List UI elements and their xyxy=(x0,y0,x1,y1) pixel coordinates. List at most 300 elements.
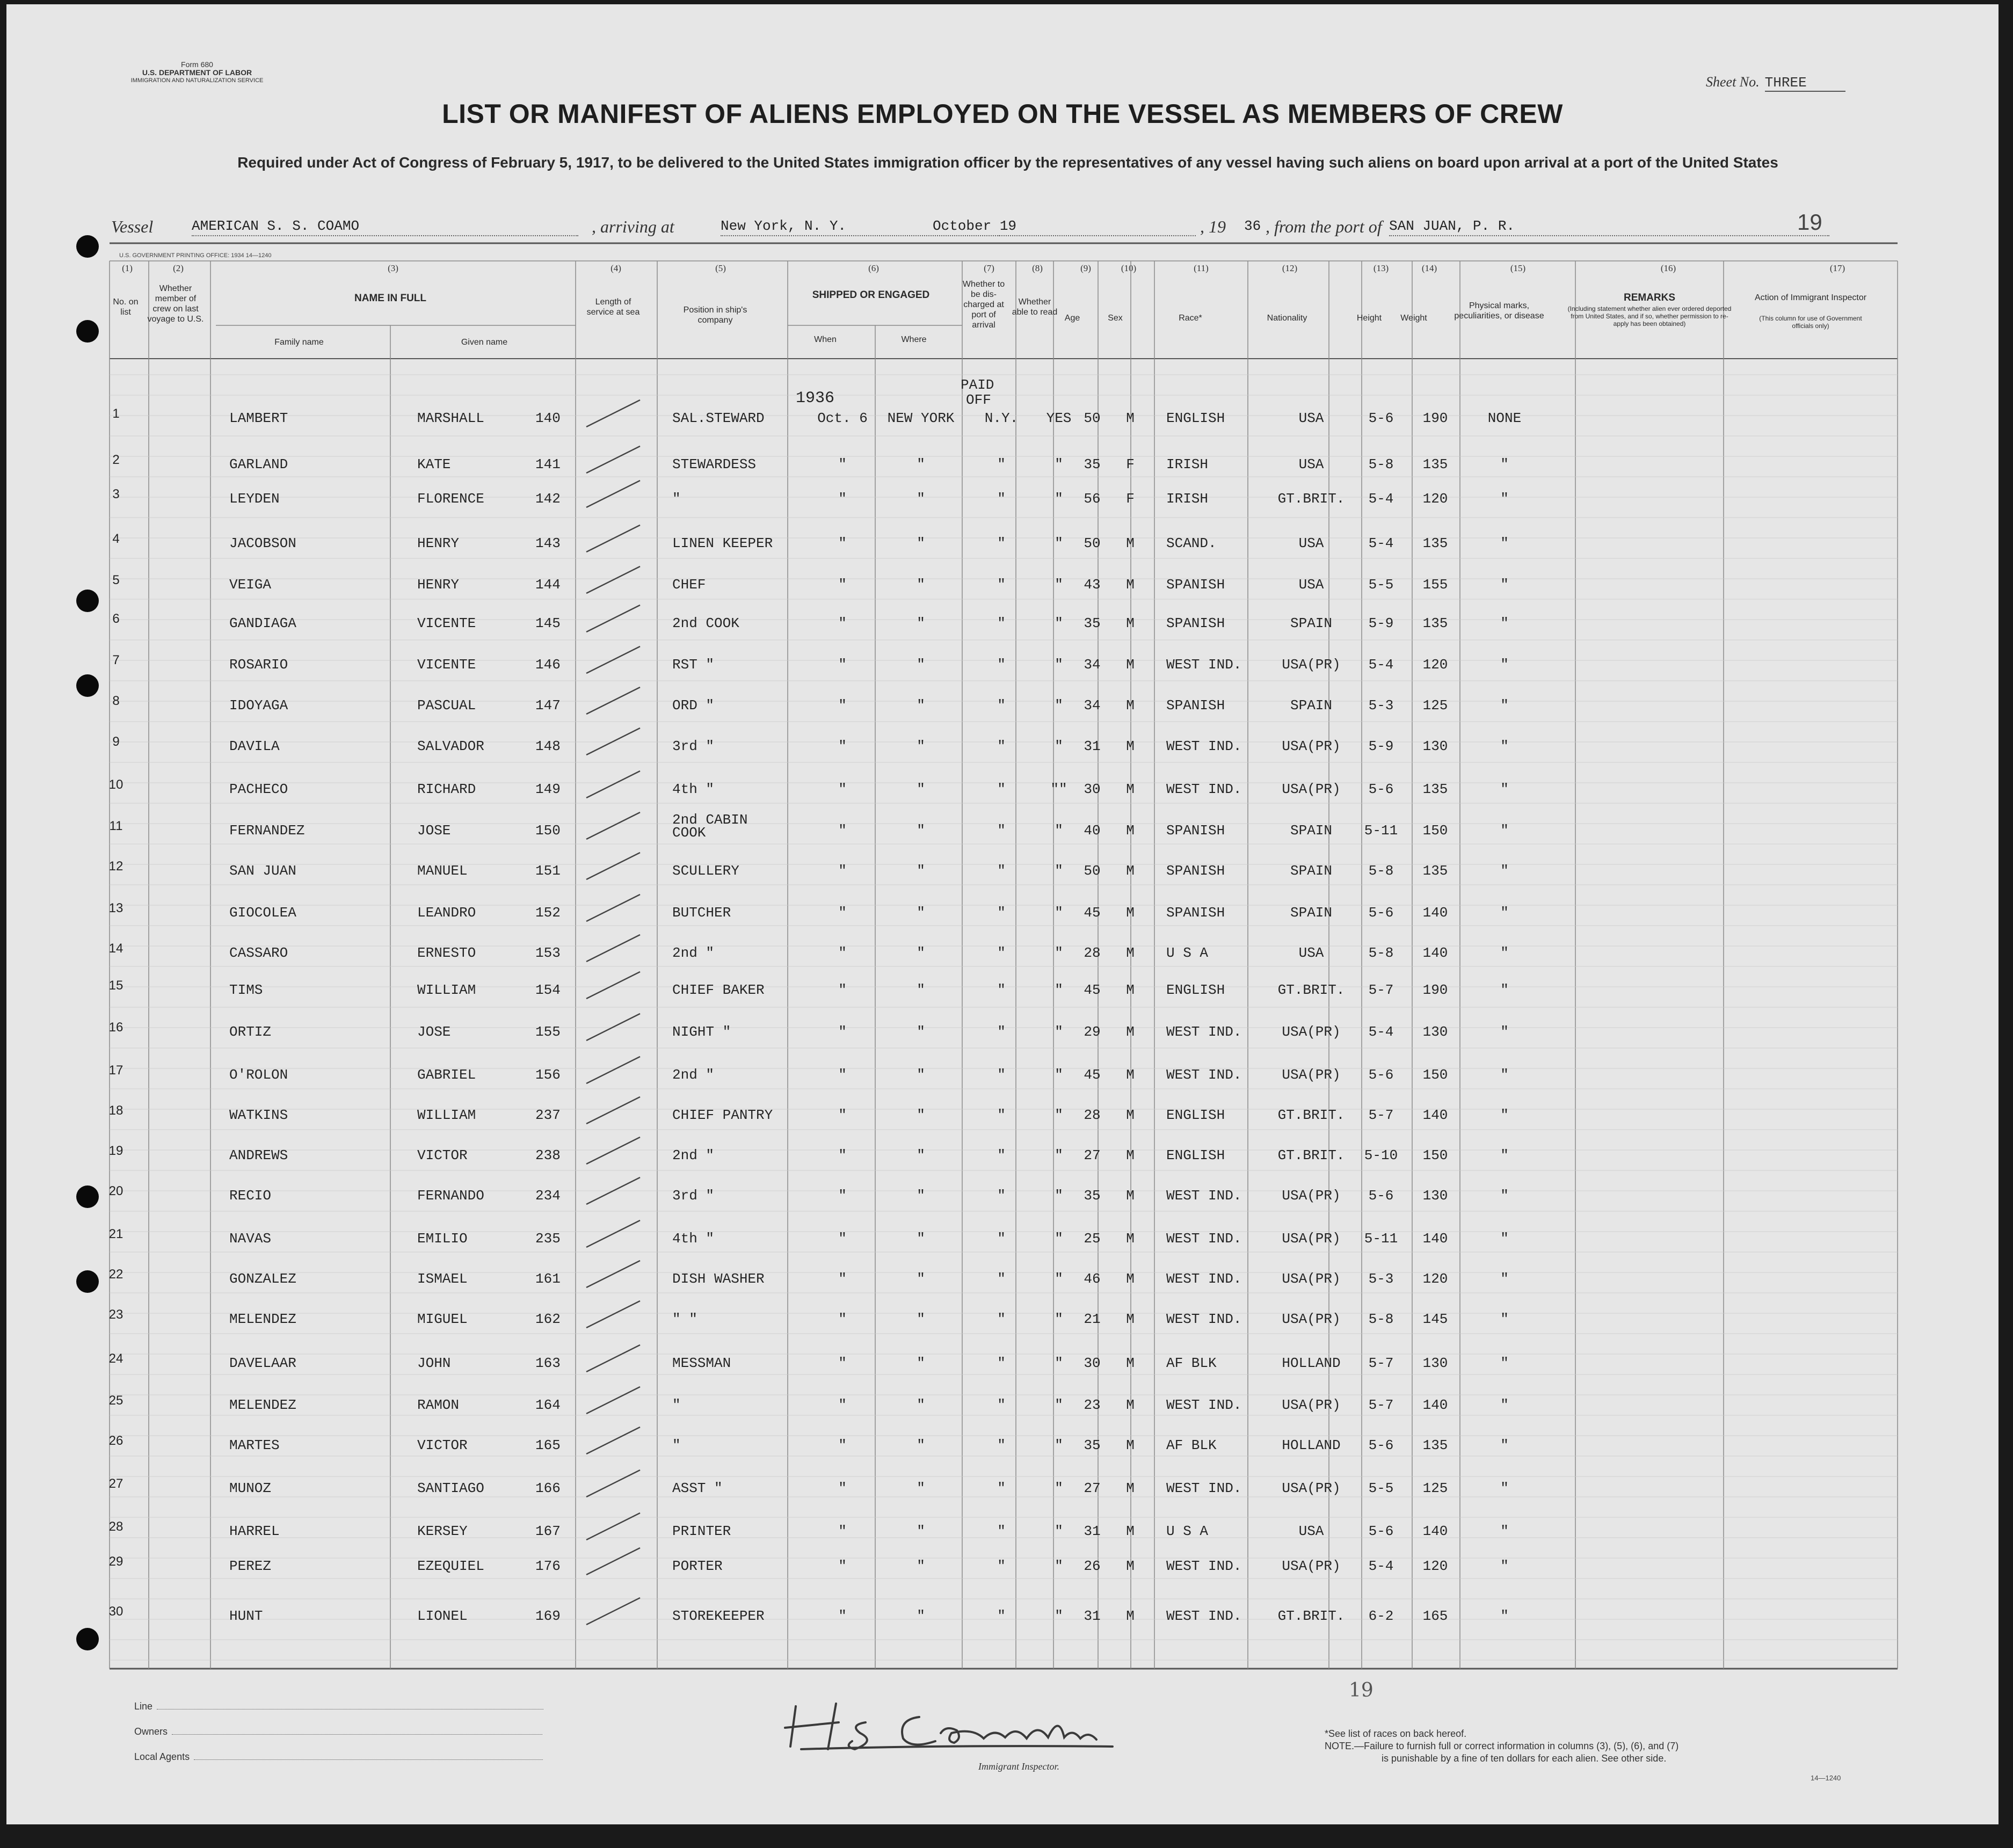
cell-sex: F xyxy=(1126,456,1135,472)
cell-race: WEST IND. xyxy=(1166,1480,1242,1496)
cell-age: 25 xyxy=(1084,1231,1101,1247)
cell-sex: M xyxy=(1126,535,1135,551)
cell-read: " xyxy=(1055,657,1063,673)
cell-when: " xyxy=(838,945,847,961)
cell-read: " xyxy=(1055,823,1063,839)
cell-sex: M xyxy=(1126,1147,1135,1163)
cell-family: ROSARIO xyxy=(229,657,288,673)
service-tick-mark xyxy=(586,1387,640,1414)
cell-weight: 120 xyxy=(1422,491,1448,507)
cell-nat: USA(PR) xyxy=(1282,1311,1341,1327)
header-position: Position in ship's company xyxy=(683,305,747,325)
cell-no: 22 xyxy=(108,1267,123,1282)
cell-when: " xyxy=(838,781,847,797)
cell-read: " xyxy=(1055,1024,1063,1040)
column-number: (12) xyxy=(1282,263,1298,273)
cell-position: STEWARDESS xyxy=(672,456,757,472)
cell-read: " xyxy=(1055,1107,1063,1123)
cell-family: GIOCOLEA xyxy=(229,905,296,921)
header-name-in-full: NAME IN FULL xyxy=(354,293,427,304)
cell-family: LAMBERT xyxy=(229,410,288,426)
cell-weight: 140 xyxy=(1422,1523,1448,1539)
cell-age: 50 xyxy=(1084,410,1101,426)
cell-sex: M xyxy=(1126,738,1135,754)
cell-given: KERSEY xyxy=(417,1523,468,1539)
cell-no: 26 xyxy=(108,1434,123,1448)
cell-age: 30 xyxy=(1084,781,1101,797)
cell-given: RAMON xyxy=(417,1397,460,1413)
cell-where: " xyxy=(917,863,925,879)
cell-given: MARSHALL xyxy=(417,410,484,426)
cell-race: WEST IND. xyxy=(1166,1558,1242,1574)
owners-label: Owners xyxy=(134,1726,168,1737)
cell-family: HARREL xyxy=(229,1523,280,1539)
form-number: Form 680 xyxy=(181,60,213,69)
service-tick-mark xyxy=(586,972,640,999)
service-name: IMMIGRATION AND NATURALIZATION SERVICE xyxy=(130,77,264,84)
cell-read: " xyxy=(1055,1231,1063,1247)
cell-disch: " xyxy=(997,1558,1006,1574)
cell-position: CHEF xyxy=(672,577,706,593)
cell-position: 4th " xyxy=(672,781,715,797)
cell-marks: " xyxy=(1500,1608,1509,1624)
cell-family: SAN JUAN xyxy=(229,863,296,879)
cell-where: " xyxy=(917,1067,925,1083)
cell-disch: " xyxy=(997,982,1006,998)
cell-given: RICHARD xyxy=(417,781,476,797)
header-physical-marks: Physical marks, peculiarities, or disease xyxy=(1454,301,1544,321)
cell-sex: M xyxy=(1126,1480,1135,1496)
cell-family: JACOBSON xyxy=(229,535,296,551)
cell-position: STOREKEEPER xyxy=(672,1608,765,1624)
cell-when: " xyxy=(838,1231,847,1247)
cell-no: 1 xyxy=(112,406,120,421)
cell-disch: " xyxy=(997,1608,1006,1624)
cell-marks: " xyxy=(1500,1107,1509,1123)
cell-height: 5-6 xyxy=(1368,1523,1394,1539)
cell-read: " xyxy=(1055,456,1063,472)
cell-height: 5-4 xyxy=(1368,535,1394,551)
cell-position: 2nd " xyxy=(672,1067,715,1083)
from-port-label: , from the port of xyxy=(1266,217,1382,236)
cell-family: MELENDEZ xyxy=(229,1397,296,1413)
cell-id: 153 xyxy=(535,945,561,961)
cell-id: 152 xyxy=(535,905,561,921)
cell-where: " xyxy=(917,1397,925,1413)
cell-race: SPANISH xyxy=(1166,577,1225,593)
cell-nat: SPAIN xyxy=(1290,905,1333,921)
cell-family: GARLAND xyxy=(229,456,288,472)
cell-weight: 125 xyxy=(1422,1480,1448,1496)
cell-weight: 140 xyxy=(1422,1107,1448,1123)
cell-height: 5-6 xyxy=(1368,905,1394,921)
header-shipped-or-engaged: SHIPPED OR ENGAGED xyxy=(812,289,930,301)
cell-sex: F xyxy=(1126,491,1135,507)
cell-no: 29 xyxy=(108,1554,123,1569)
cell-family: HUNT xyxy=(229,1608,263,1624)
cell-weight: 165 xyxy=(1422,1608,1448,1624)
cell-where: " xyxy=(917,1271,925,1287)
cell-race: AF BLK xyxy=(1166,1437,1217,1453)
cell-position: 2nd COOK xyxy=(672,615,739,631)
service-tick-mark xyxy=(586,771,640,798)
cell-age: 56 xyxy=(1084,491,1101,507)
cell-age: 40 xyxy=(1084,823,1101,839)
cell-when: " xyxy=(838,491,847,507)
cell-when: " xyxy=(838,577,847,593)
cell-id: 167 xyxy=(535,1523,561,1539)
cell-sex: M xyxy=(1126,1271,1135,1287)
cell-id: 140 xyxy=(535,410,561,426)
cell-no: 16 xyxy=(108,1020,123,1035)
cell-disch: N.Y. xyxy=(984,410,1019,426)
cell-position: BUTCHER xyxy=(672,905,731,921)
header-remarks-note: (Including statement whether alien ever ordered deported from United States, and if so, whether permission to re-apply has been obtained) xyxy=(1567,305,1732,328)
service-tick-mark xyxy=(586,853,640,879)
cell-no: 12 xyxy=(108,859,123,874)
column-number: (5) xyxy=(715,263,726,273)
cell-race: SPANISH xyxy=(1166,697,1225,714)
cell-given: WILLIAM xyxy=(417,1107,476,1123)
cell-when: " xyxy=(838,1107,847,1123)
cell-height: 5-6 xyxy=(1368,1188,1394,1204)
cell-family: ANDREWS xyxy=(229,1147,288,1163)
cell-disch: " xyxy=(997,945,1006,961)
cell-when: " xyxy=(838,1523,847,1539)
cell-sex: M xyxy=(1126,410,1135,426)
cell-no: 19 xyxy=(108,1144,123,1158)
column-number: (13) xyxy=(1373,263,1389,273)
cell-nat: USA(PR) xyxy=(1282,781,1341,797)
cell-when: " xyxy=(838,1271,847,1287)
cell-id: 169 xyxy=(535,1608,561,1624)
cell-sex: M xyxy=(1126,945,1135,961)
cell-family: MELENDEZ xyxy=(229,1311,296,1327)
service-tick-mark xyxy=(586,1261,640,1287)
cell-disch: " xyxy=(997,1231,1006,1247)
cell-read: " xyxy=(1055,1271,1063,1287)
cell-race: ENGLISH xyxy=(1166,1107,1225,1123)
cell-id: 162 xyxy=(535,1311,561,1327)
sheet-number-label: Sheet No. xyxy=(1706,74,1760,90)
cell-position: RST " xyxy=(672,657,715,673)
service-tick-mark xyxy=(586,646,640,673)
cell-position: 4th " xyxy=(672,1231,715,1247)
cell-family: MARTES xyxy=(229,1437,280,1453)
cell-disch: " xyxy=(997,1397,1006,1413)
cell-given: PASCUAL xyxy=(417,697,476,714)
first-row-off: OFF xyxy=(966,392,991,408)
cell-position: PORTER xyxy=(672,1558,723,1574)
cell-id: 164 xyxy=(535,1397,561,1413)
cell-age: 31 xyxy=(1084,1608,1101,1624)
header-discharged: Whether to be dis-charged at port of arrival xyxy=(962,280,1005,330)
cell-nat: USA xyxy=(1298,945,1324,961)
cell-disch: " xyxy=(997,1107,1006,1123)
cell-when: " xyxy=(838,1480,847,1496)
cell-read: " xyxy=(1055,697,1063,714)
cell-given: SALVADOR xyxy=(417,738,484,754)
cell-age: 23 xyxy=(1084,1397,1101,1413)
header-no-on-list: No. on list xyxy=(113,297,139,317)
arrival-year: 36 xyxy=(1244,218,1261,234)
cell-given: WILLIAM xyxy=(417,982,476,998)
cell-where: " xyxy=(917,945,925,961)
cell-given: JOSE xyxy=(417,1024,451,1040)
cell-disch: " xyxy=(997,491,1006,507)
cell-when: " xyxy=(838,1558,847,1574)
header-length-of-service: Length of service at sea xyxy=(586,297,640,317)
cell-read: "" xyxy=(1050,781,1067,797)
cell-given: KATE xyxy=(417,456,451,472)
cell-age: 28 xyxy=(1084,1107,1101,1123)
header-weight: Weight xyxy=(1400,314,1427,323)
cell-sex: M xyxy=(1126,1558,1135,1574)
cell-marks: " xyxy=(1500,1558,1509,1574)
cell-age: 31 xyxy=(1084,1523,1101,1539)
cell-family: DAVILA xyxy=(229,738,280,754)
cell-where: " xyxy=(917,1231,925,1247)
cell-position: 2nd " xyxy=(672,1147,715,1163)
cell-id: 148 xyxy=(535,738,561,754)
cell-marks: " xyxy=(1500,615,1509,631)
cell-sex: M xyxy=(1126,1608,1135,1624)
cell-when: " xyxy=(838,697,847,714)
cell-where: " xyxy=(917,1480,925,1496)
cell-no: 7 xyxy=(112,653,120,667)
footer-notes xyxy=(1325,1728,1797,1765)
cell-race: U S A xyxy=(1166,945,1209,961)
cell-when: " xyxy=(838,1024,847,1040)
cell-position: NIGHT " xyxy=(672,1024,731,1040)
cell-where: " xyxy=(917,738,925,754)
cell-nat: USA(PR) xyxy=(1282,1067,1341,1083)
cell-id: 155 xyxy=(535,1024,561,1040)
cell-disch: " xyxy=(997,1437,1006,1453)
cell-no: 2 xyxy=(112,453,120,467)
cell-when: " xyxy=(838,982,847,998)
cell-sex: M xyxy=(1126,863,1135,879)
cell-when: Oct. 6 xyxy=(817,410,868,426)
cell-given: LIONEL xyxy=(417,1608,468,1624)
cell-position: SAL.STEWARD xyxy=(672,410,765,426)
cell-given: ISMAEL xyxy=(417,1271,468,1287)
cell-family: DAVELAAR xyxy=(229,1355,296,1371)
cell-marks: " xyxy=(1500,1523,1509,1539)
cell-where: " xyxy=(917,1558,925,1574)
cell-no: 20 xyxy=(108,1184,123,1198)
cell-id: 151 xyxy=(535,863,561,879)
cell-height: 5-7 xyxy=(1368,1397,1394,1413)
cell-given: VICTOR xyxy=(417,1437,468,1453)
cell-disch: " xyxy=(997,1480,1006,1496)
cell-marks: " xyxy=(1500,535,1509,551)
cell-read: YES xyxy=(1046,410,1072,426)
cell-given: JOSE xyxy=(417,823,451,839)
cell-race: WEST IND. xyxy=(1166,1067,1242,1083)
column-number: (15) xyxy=(1510,263,1526,273)
cell-height: 5-3 xyxy=(1368,1271,1394,1287)
cell-where: " xyxy=(917,577,925,593)
cell-id: 142 xyxy=(535,491,561,507)
cell-weight: 150 xyxy=(1422,823,1448,839)
cell-where: " xyxy=(917,1608,925,1624)
cell-nat: USA(PR) xyxy=(1282,1271,1341,1287)
cell-when: " xyxy=(838,456,847,472)
header-able-to-read: Whether able to read xyxy=(1012,297,1058,317)
document-subtitle: Required under Act of Congress of February 5, 1917, to be delivered to the United States immigration officer by the representatives of any vessel having such aliens on board upon arrival at a port of the United States xyxy=(237,154,1778,171)
cell-weight: 125 xyxy=(1422,697,1448,714)
cell-id: 163 xyxy=(535,1355,561,1371)
header-remarks: REMARKS xyxy=(1623,292,1676,303)
cell-sex: M xyxy=(1126,657,1135,673)
cell-race: SPANISH xyxy=(1166,823,1225,839)
cell-position: SCULLERY xyxy=(672,863,739,879)
cell-id: 176 xyxy=(535,1558,561,1574)
cell-weight: 140 xyxy=(1422,1231,1448,1247)
cell-id: 143 xyxy=(535,535,561,551)
cell-position: DISH WASHER xyxy=(672,1271,765,1287)
cell-height: 5-7 xyxy=(1368,982,1394,998)
column-number: (11) xyxy=(1194,263,1209,273)
cell-family: ORTIZ xyxy=(229,1024,272,1040)
cell-family: WATKINS xyxy=(229,1107,288,1123)
cell-when: " xyxy=(838,905,847,921)
service-tick-mark xyxy=(586,935,640,962)
cell-where: " xyxy=(917,1188,925,1204)
cell-given: HENRY xyxy=(417,577,460,593)
column-number: (16) xyxy=(1660,263,1676,273)
cell-race: IRISH xyxy=(1166,491,1209,507)
cell-read: " xyxy=(1055,1147,1063,1163)
cell-weight: 130 xyxy=(1422,1355,1448,1371)
cell-id: 154 xyxy=(535,982,561,998)
cell-marks: " xyxy=(1500,1147,1509,1163)
cell-height: 5-11 xyxy=(1364,823,1398,839)
cell-race: SPANISH xyxy=(1166,863,1225,879)
column-number: (6) xyxy=(868,263,879,273)
header-family-name: Family name xyxy=(274,338,324,347)
cell-position: LINEN KEEPER xyxy=(672,535,773,551)
cell-height: 5-6 xyxy=(1368,781,1394,797)
cell-nat: USA(PR) xyxy=(1282,1397,1341,1413)
cell-age: 27 xyxy=(1084,1147,1101,1163)
departure-port: SAN JUAN, P. R. xyxy=(1389,218,1829,236)
cell-age: 31 xyxy=(1084,738,1101,754)
cell-nat: USA(PR) xyxy=(1282,1231,1341,1247)
cell-read: " xyxy=(1055,905,1063,921)
cell-sex: M xyxy=(1126,982,1135,998)
cell-given: HENRY xyxy=(417,535,460,551)
cell-marks: NONE xyxy=(1487,410,1522,426)
service-tick-mark xyxy=(586,1598,640,1625)
cell-age: 21 xyxy=(1084,1311,1101,1327)
cell-id: 156 xyxy=(535,1067,561,1083)
cell-age: 35 xyxy=(1084,1188,1101,1204)
cell-disch: " xyxy=(997,1355,1006,1371)
cell-no: 17 xyxy=(108,1063,123,1078)
cell-marks: " xyxy=(1500,697,1509,714)
cell-position: 3rd " xyxy=(672,738,715,754)
vessel-label: Vessel xyxy=(111,217,154,236)
header-action: Action of Immigrant Inspector xyxy=(1754,293,1867,302)
cell-marks: " xyxy=(1500,1355,1509,1371)
cell-family: O'ROLON xyxy=(229,1067,288,1083)
cell-where: " xyxy=(917,823,925,839)
cell-id: 161 xyxy=(535,1271,561,1287)
cell-when: " xyxy=(838,535,847,551)
cell-no: 18 xyxy=(108,1103,123,1118)
cell-height: 5-10 xyxy=(1364,1147,1398,1163)
cell-position: " " xyxy=(672,1311,697,1327)
cell-no: 5 xyxy=(112,573,120,587)
corner-number: 19 xyxy=(1797,209,1822,235)
cell-id: 238 xyxy=(535,1147,561,1163)
cell-nat: SPAIN xyxy=(1290,863,1333,879)
cell-family: PEREZ xyxy=(229,1558,272,1574)
cell-no: 23 xyxy=(108,1307,123,1322)
cell-no: 14 xyxy=(108,941,123,956)
cell-disch: " xyxy=(997,577,1006,593)
cell-nat: USA(PR) xyxy=(1282,738,1341,754)
cell-marks: " xyxy=(1500,1024,1509,1040)
cell-when: " xyxy=(838,1188,847,1204)
cell-id: 165 xyxy=(535,1437,561,1453)
header-race: Race* xyxy=(1179,314,1202,323)
cell-disch: " xyxy=(997,1147,1006,1163)
cell-family: NAVAS xyxy=(229,1231,272,1247)
cell-sex: M xyxy=(1126,781,1135,797)
service-tick-mark xyxy=(586,687,640,714)
cell-weight: 140 xyxy=(1422,905,1448,921)
column-number: (2) xyxy=(173,263,184,273)
cell-height: 5-3 xyxy=(1368,697,1394,714)
cell-weight: 130 xyxy=(1422,738,1448,754)
cell-height: 5-9 xyxy=(1368,615,1394,631)
department-name: U.S. DEPARTMENT OF LABOR xyxy=(142,68,252,77)
cell-given: EZEQUIEL xyxy=(417,1558,484,1574)
cell-id: 141 xyxy=(535,456,561,472)
cell-read: " xyxy=(1055,1067,1063,1083)
cell-weight: 130 xyxy=(1422,1188,1448,1204)
cell-read: " xyxy=(1055,1608,1063,1624)
cell-age: 30 xyxy=(1084,1355,1101,1371)
header-height: Height xyxy=(1356,314,1382,323)
cell-race: IRISH xyxy=(1166,456,1209,472)
cell-family: VEIGA xyxy=(229,577,272,593)
cell-family: LEYDEN xyxy=(229,491,280,507)
cell-marks: " xyxy=(1500,657,1509,673)
cell-family: CASSARO xyxy=(229,945,288,961)
cell-weight: 190 xyxy=(1422,410,1448,426)
cell-height: 5-7 xyxy=(1368,1355,1394,1371)
cell-id: 146 xyxy=(535,657,561,673)
cell-where: " xyxy=(917,1024,925,1040)
cell-read: " xyxy=(1055,1437,1063,1453)
service-tick-mark xyxy=(586,525,640,552)
cell-read: " xyxy=(1055,1311,1063,1327)
note-label: NOTE. xyxy=(1325,1741,1355,1751)
footer-code: 14—1240 xyxy=(1811,1774,1841,1782)
cell-family: MUNOZ xyxy=(229,1480,272,1496)
cell-nat: USA(PR) xyxy=(1282,657,1341,673)
cell-position: ASST " xyxy=(672,1480,723,1496)
cell-when: " xyxy=(838,1355,847,1371)
cell-when: " xyxy=(838,1397,847,1413)
line-label: Line xyxy=(134,1701,153,1712)
column-number: (10) xyxy=(1121,263,1137,273)
cell-given: LEANDRO xyxy=(417,905,476,921)
